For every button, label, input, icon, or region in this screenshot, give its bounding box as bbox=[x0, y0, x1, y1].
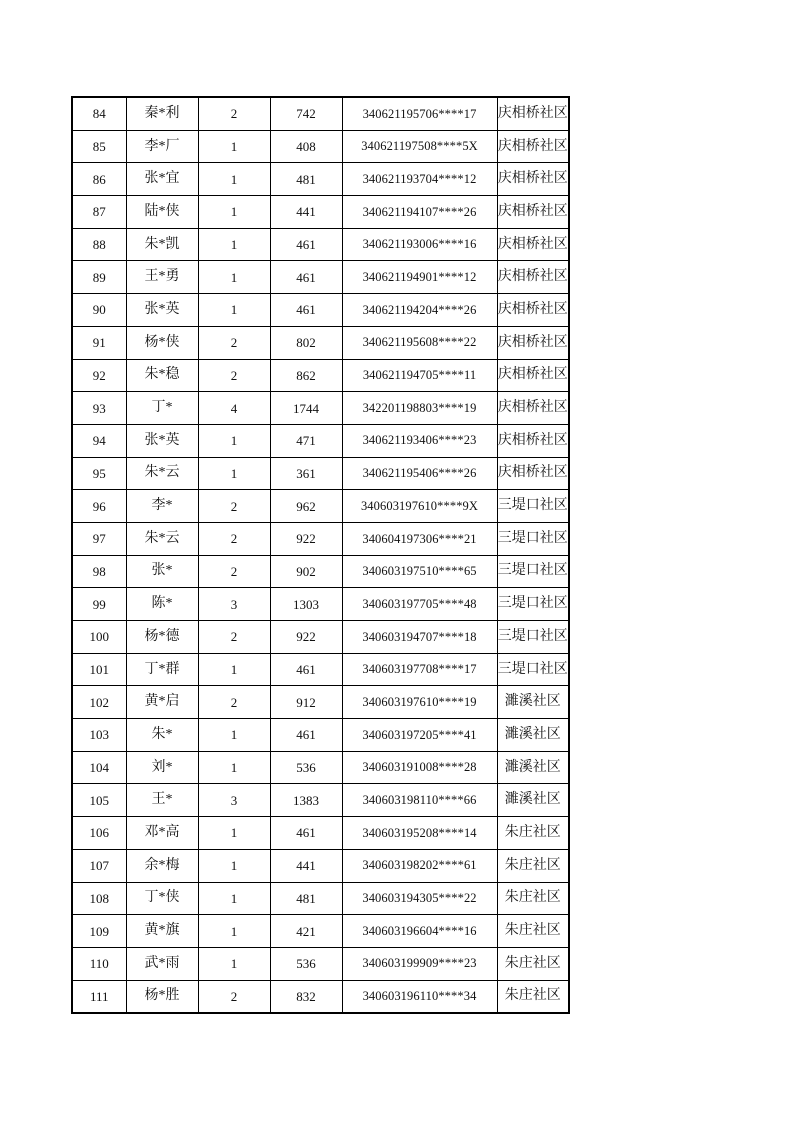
table-row bbox=[72, 163, 569, 196]
id-number-cell: 340621195706****17 bbox=[342, 97, 497, 130]
community-cell: 三堤口社区 bbox=[497, 490, 569, 523]
community-cell: 濉溪社区 bbox=[497, 784, 569, 817]
amount-cell: 461 bbox=[270, 653, 342, 686]
id-number-cell: 340603197705****48 bbox=[342, 588, 497, 621]
table-row bbox=[72, 817, 569, 850]
name-cell: 余*梅 bbox=[126, 849, 198, 882]
community-cell: 三堤口社区 bbox=[497, 555, 569, 588]
id-number-cell: 340621194107****26 bbox=[342, 196, 497, 229]
community-cell: 朱庄社区 bbox=[497, 849, 569, 882]
id-number-cell: 340621193006****16 bbox=[342, 228, 497, 261]
amount-cell: 1303 bbox=[270, 588, 342, 621]
household-members-cell: 2 bbox=[198, 555, 270, 588]
id-number-cell: 340621197508****5X bbox=[342, 130, 497, 163]
community-cell: 庆相桥社区 bbox=[497, 294, 569, 327]
name-cell: 王*勇 bbox=[126, 261, 198, 294]
amount-cell: 461 bbox=[270, 261, 342, 294]
community-cell: 庆相桥社区 bbox=[497, 359, 569, 392]
name-cell: 张*英 bbox=[126, 294, 198, 327]
community-cell: 朱庄社区 bbox=[497, 980, 569, 1013]
id-number-cell: 340603197510****65 bbox=[342, 555, 497, 588]
id-number-cell: 340603191008****28 bbox=[342, 751, 497, 784]
id-number-cell: 342201198803****19 bbox=[342, 392, 497, 425]
amount-cell: 922 bbox=[270, 522, 342, 555]
table-row bbox=[72, 784, 569, 817]
name-cell: 秦*利 bbox=[126, 97, 198, 130]
table-row bbox=[72, 719, 569, 752]
household-members-cell: 1 bbox=[198, 817, 270, 850]
community-cell: 三堤口社区 bbox=[497, 522, 569, 555]
name-cell: 李* bbox=[126, 490, 198, 523]
household-members-cell: 2 bbox=[198, 621, 270, 654]
row-number-cell: 97 bbox=[72, 522, 126, 555]
table-row bbox=[72, 915, 569, 948]
community-cell: 朱庄社区 bbox=[497, 915, 569, 948]
id-number-cell: 340603197205****41 bbox=[342, 719, 497, 752]
household-members-cell: 1 bbox=[198, 751, 270, 784]
amount-cell: 441 bbox=[270, 196, 342, 229]
table-row bbox=[72, 457, 569, 490]
row-number-cell: 107 bbox=[72, 849, 126, 882]
table-row bbox=[72, 490, 569, 523]
table-row bbox=[72, 947, 569, 980]
name-cell: 张*英 bbox=[126, 424, 198, 457]
data-table bbox=[71, 96, 570, 1014]
amount-cell: 461 bbox=[270, 817, 342, 850]
community-cell: 庆相桥社区 bbox=[497, 457, 569, 490]
row-number-cell: 100 bbox=[72, 621, 126, 654]
id-number-cell: 340621193704****12 bbox=[342, 163, 497, 196]
household-members-cell: 2 bbox=[198, 490, 270, 523]
id-number-cell: 340603197610****9X bbox=[342, 490, 497, 523]
community-cell: 庆相桥社区 bbox=[497, 326, 569, 359]
row-number-cell: 85 bbox=[72, 130, 126, 163]
community-cell: 朱庄社区 bbox=[497, 882, 569, 915]
amount-cell: 912 bbox=[270, 686, 342, 719]
name-cell: 丁*群 bbox=[126, 653, 198, 686]
id-number-cell: 340621195406****26 bbox=[342, 457, 497, 490]
household-members-cell: 1 bbox=[198, 228, 270, 261]
name-cell: 陆*侠 bbox=[126, 196, 198, 229]
row-number-cell: 102 bbox=[72, 686, 126, 719]
amount-cell: 408 bbox=[270, 130, 342, 163]
name-cell: 朱*云 bbox=[126, 457, 198, 490]
name-cell: 邓*高 bbox=[126, 817, 198, 850]
id-number-cell: 340603198202****61 bbox=[342, 849, 497, 882]
row-number-cell: 84 bbox=[72, 97, 126, 130]
id-number-cell: 340603194707****18 bbox=[342, 621, 497, 654]
household-members-cell: 1 bbox=[198, 130, 270, 163]
name-cell: 朱*凯 bbox=[126, 228, 198, 261]
amount-cell: 962 bbox=[270, 490, 342, 523]
household-members-cell: 1 bbox=[198, 424, 270, 457]
id-number-cell: 340603195208****14 bbox=[342, 817, 497, 850]
amount-cell: 536 bbox=[270, 947, 342, 980]
amount-cell: 461 bbox=[270, 719, 342, 752]
amount-cell: 862 bbox=[270, 359, 342, 392]
community-cell: 朱庄社区 bbox=[497, 817, 569, 850]
row-number-cell: 89 bbox=[72, 261, 126, 294]
household-members-cell: 1 bbox=[198, 719, 270, 752]
id-number-cell: 340603197610****19 bbox=[342, 686, 497, 719]
household-members-cell: 1 bbox=[198, 915, 270, 948]
community-cell: 庆相桥社区 bbox=[497, 261, 569, 294]
household-members-cell: 1 bbox=[198, 294, 270, 327]
table-row bbox=[72, 326, 569, 359]
id-number-cell: 340621194705****11 bbox=[342, 359, 497, 392]
row-number-cell: 111 bbox=[72, 980, 126, 1013]
amount-cell: 802 bbox=[270, 326, 342, 359]
row-number-cell: 103 bbox=[72, 719, 126, 752]
amount-cell: 902 bbox=[270, 555, 342, 588]
household-members-cell: 1 bbox=[198, 882, 270, 915]
community-cell: 庆相桥社区 bbox=[497, 228, 569, 261]
household-members-cell: 1 bbox=[198, 457, 270, 490]
amount-cell: 536 bbox=[270, 751, 342, 784]
row-number-cell: 96 bbox=[72, 490, 126, 523]
household-members-cell: 1 bbox=[198, 261, 270, 294]
community-cell: 濉溪社区 bbox=[497, 719, 569, 752]
name-cell: 朱* bbox=[126, 719, 198, 752]
row-number-cell: 98 bbox=[72, 555, 126, 588]
table-row bbox=[72, 359, 569, 392]
table-row bbox=[72, 424, 569, 457]
id-number-cell: 340603196604****16 bbox=[342, 915, 497, 948]
table-row bbox=[72, 228, 569, 261]
amount-cell: 1383 bbox=[270, 784, 342, 817]
name-cell: 张*宜 bbox=[126, 163, 198, 196]
amount-cell: 461 bbox=[270, 228, 342, 261]
id-number-cell: 340604197306****21 bbox=[342, 522, 497, 555]
community-cell: 庆相桥社区 bbox=[497, 97, 569, 130]
community-cell: 庆相桥社区 bbox=[497, 392, 569, 425]
name-cell: 丁* bbox=[126, 392, 198, 425]
row-number-cell: 88 bbox=[72, 228, 126, 261]
community-cell: 濉溪社区 bbox=[497, 751, 569, 784]
household-members-cell: 3 bbox=[198, 784, 270, 817]
table-row bbox=[72, 555, 569, 588]
name-cell: 王* bbox=[126, 784, 198, 817]
amount-cell: 441 bbox=[270, 849, 342, 882]
id-number-cell: 340603197708****17 bbox=[342, 653, 497, 686]
table-row bbox=[72, 980, 569, 1013]
amount-cell: 471 bbox=[270, 424, 342, 457]
row-number-cell: 109 bbox=[72, 915, 126, 948]
household-members-cell: 1 bbox=[198, 947, 270, 980]
household-members-cell: 2 bbox=[198, 686, 270, 719]
household-members-cell: 4 bbox=[198, 392, 270, 425]
community-cell: 三堤口社区 bbox=[497, 588, 569, 621]
row-number-cell: 108 bbox=[72, 882, 126, 915]
row-number-cell: 87 bbox=[72, 196, 126, 229]
household-members-cell: 2 bbox=[198, 97, 270, 130]
community-cell: 三堤口社区 bbox=[497, 621, 569, 654]
amount-cell: 361 bbox=[270, 457, 342, 490]
table-row bbox=[72, 686, 569, 719]
name-cell: 杨*侠 bbox=[126, 326, 198, 359]
id-number-cell: 340603199909****23 bbox=[342, 947, 497, 980]
community-cell: 庆相桥社区 bbox=[497, 130, 569, 163]
table-row bbox=[72, 261, 569, 294]
id-number-cell: 340603196110****34 bbox=[342, 980, 497, 1013]
name-cell: 武*雨 bbox=[126, 947, 198, 980]
name-cell: 张* bbox=[126, 555, 198, 588]
table-row bbox=[72, 588, 569, 621]
amount-cell: 461 bbox=[270, 294, 342, 327]
community-cell: 庆相桥社区 bbox=[497, 163, 569, 196]
row-number-cell: 99 bbox=[72, 588, 126, 621]
table-row bbox=[72, 130, 569, 163]
name-cell: 黄*启 bbox=[126, 686, 198, 719]
community-cell: 朱庄社区 bbox=[497, 947, 569, 980]
household-members-cell: 2 bbox=[198, 326, 270, 359]
id-number-cell: 340621193406****23 bbox=[342, 424, 497, 457]
row-number-cell: 92 bbox=[72, 359, 126, 392]
row-number-cell: 94 bbox=[72, 424, 126, 457]
table-row bbox=[72, 294, 569, 327]
community-cell: 濉溪社区 bbox=[497, 686, 569, 719]
name-cell: 李*厂 bbox=[126, 130, 198, 163]
row-number-cell: 104 bbox=[72, 751, 126, 784]
name-cell: 陈* bbox=[126, 588, 198, 621]
household-members-cell: 3 bbox=[198, 588, 270, 621]
name-cell: 朱*稳 bbox=[126, 359, 198, 392]
community-cell: 庆相桥社区 bbox=[497, 424, 569, 457]
name-cell: 黄*旗 bbox=[126, 915, 198, 948]
amount-cell: 481 bbox=[270, 163, 342, 196]
community-cell: 三堤口社区 bbox=[497, 653, 569, 686]
amount-cell: 481 bbox=[270, 882, 342, 915]
name-cell: 朱*云 bbox=[126, 522, 198, 555]
row-number-cell: 110 bbox=[72, 947, 126, 980]
name-cell: 杨*德 bbox=[126, 621, 198, 654]
id-number-cell: 340621194901****12 bbox=[342, 261, 497, 294]
household-members-cell: 2 bbox=[198, 359, 270, 392]
table-row bbox=[72, 196, 569, 229]
household-members-cell: 1 bbox=[198, 163, 270, 196]
row-number-cell: 90 bbox=[72, 294, 126, 327]
table-row bbox=[72, 392, 569, 425]
amount-cell: 1744 bbox=[270, 392, 342, 425]
row-number-cell: 91 bbox=[72, 326, 126, 359]
id-number-cell: 340621194204****26 bbox=[342, 294, 497, 327]
row-number-cell: 95 bbox=[72, 457, 126, 490]
row-number-cell: 86 bbox=[72, 163, 126, 196]
household-members-cell: 1 bbox=[198, 849, 270, 882]
id-number-cell: 340603194305****22 bbox=[342, 882, 497, 915]
row-number-cell: 106 bbox=[72, 817, 126, 850]
table-row bbox=[72, 97, 569, 130]
table-row bbox=[72, 849, 569, 882]
amount-cell: 421 bbox=[270, 915, 342, 948]
household-members-cell: 2 bbox=[198, 522, 270, 555]
row-number-cell: 105 bbox=[72, 784, 126, 817]
row-number-cell: 101 bbox=[72, 653, 126, 686]
table-row bbox=[72, 653, 569, 686]
amount-cell: 922 bbox=[270, 621, 342, 654]
name-cell: 刘* bbox=[126, 751, 198, 784]
amount-cell: 832 bbox=[270, 980, 342, 1013]
name-cell: 杨*胜 bbox=[126, 980, 198, 1013]
household-members-cell: 1 bbox=[198, 653, 270, 686]
table-row bbox=[72, 621, 569, 654]
id-number-cell: 340621195608****22 bbox=[342, 326, 497, 359]
table-row bbox=[72, 751, 569, 784]
table-row bbox=[72, 882, 569, 915]
name-cell: 丁*侠 bbox=[126, 882, 198, 915]
community-cell: 庆相桥社区 bbox=[497, 196, 569, 229]
table-body bbox=[72, 97, 569, 1013]
amount-cell: 742 bbox=[270, 97, 342, 130]
household-members-cell: 1 bbox=[198, 196, 270, 229]
row-number-cell: 93 bbox=[72, 392, 126, 425]
id-number-cell: 340603198110****66 bbox=[342, 784, 497, 817]
table-row bbox=[72, 522, 569, 555]
household-members-cell: 2 bbox=[198, 980, 270, 1013]
